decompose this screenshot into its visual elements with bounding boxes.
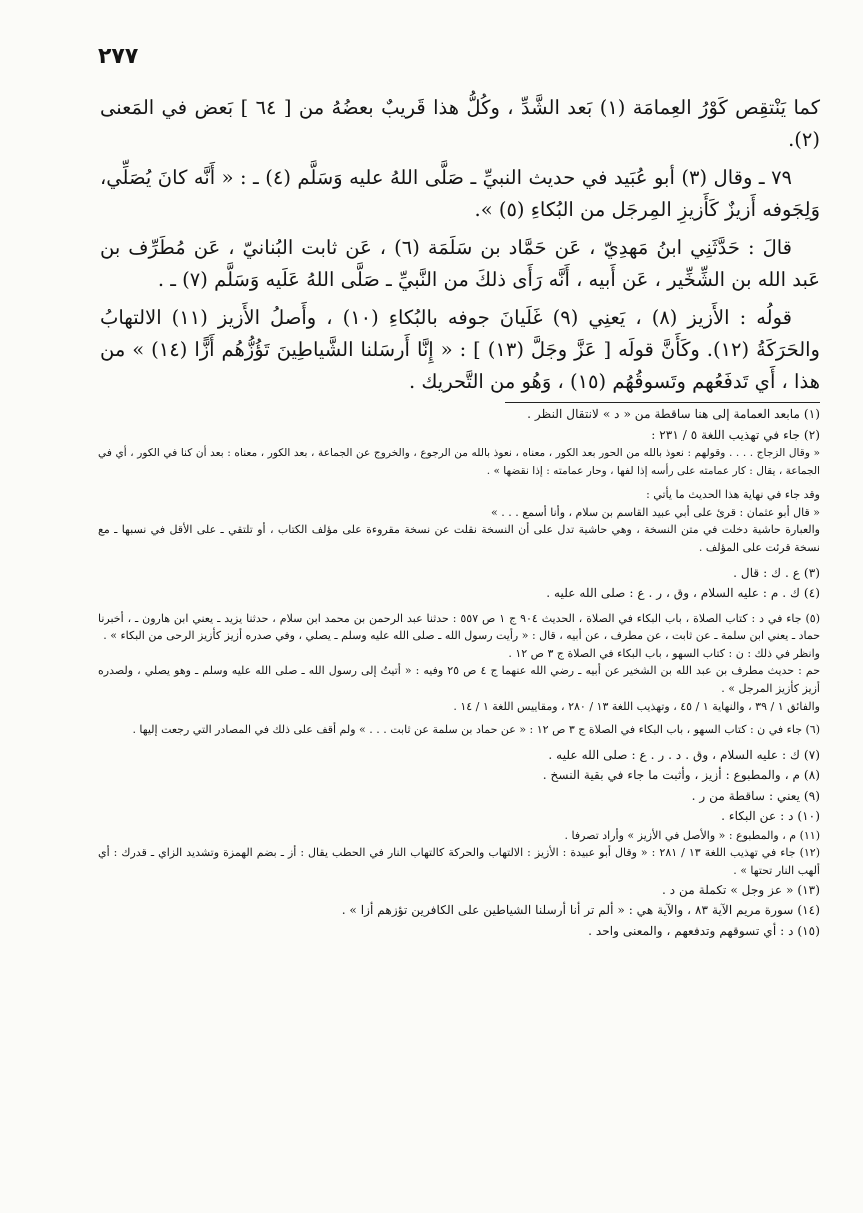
main-text bbox=[100, 92, 820, 404]
footnote: والعبارة حاشية دخلت في متن النسخة ، وهي حاشية تدل على أن النسخة نقلت عن نسخة مقروءة على مؤلف الكتاب ، أو تلتقي ـ على الأقل في نسبها ـ مع نسخة قرئت على المؤلف . bbox=[98, 523, 820, 554]
footnote: (٧) ك : عليه السلام ، وق . د . ر . ع : صلى الله عليه . bbox=[548, 747, 820, 762]
footnote: (١٢) جاء في تهذيب اللغة ١٣ / ٢٨١ : « وقال أبو عبيدة : الأزيز : الالتهاب والحركة كالتهاب النار في الحطب يقال : أز ـ بضم الهمزة وتشديد الزاي ـ قدرك : أي ألهب النار تحتها » . bbox=[98, 846, 821, 877]
footnote: (٣) ع . ك : قال . bbox=[733, 565, 820, 580]
footnote: (٥) جاء في د : كتاب الصلاة ، باب البكاء في الصلاة ، الحديث ٩٠٤ ج ١ ص ٥٥٧ : حدثنا عبد الرحمن بن محمد ابن سلام ، حدثنا يزيد ـ يعني ابن هارون ـ ، أخبرنا حماد ـ يعني ابن سلمة ـ عن ثابت ، عن مطرف ، عن أبيه ، قال : « رأيت رسول الله ـ صلى الله عليه وسلم ـ يصلي ، وفي صدره أزيز كأزيز الرحى من البكاء » . bbox=[98, 611, 820, 643]
footnote: (٤) ك . م : عليه السلام ، وق ، ر . ع : صلى الله عليه . bbox=[546, 586, 820, 601]
page-number: ٢٧٧ bbox=[98, 44, 139, 69]
footnote: (١٣) « عز وجل » تكملة من د . bbox=[661, 882, 820, 897]
footnote: (١٤) سورة مريم الآية ٨٣ ، والآية هي : « ألم تر أنا أرسلنا الشياطين على الكافرين تؤزهم أزا » . bbox=[341, 903, 820, 917]
footnote: (١٠) د : عن البكاء . bbox=[721, 809, 820, 824]
footnote: وانظر في ذلك : ن : كتاب السهو ، باب البكاء في الصلاة ج ٣ ص ١٢ . bbox=[508, 646, 820, 660]
footnote: (٢) جاء في تهذيب اللغة ٥ / ٢٣١ : bbox=[651, 427, 820, 442]
footnote: (٩) يعني : ساقطة من ر . bbox=[691, 788, 820, 803]
footnote: (١١) م ، والمطبوع : « والأصل في الأزيز » وأراد تصرفا . bbox=[564, 828, 820, 842]
footnote: والفائق ١ / ٣٩ ، والنهاية ١ / ٤٥ ، وتهذيب اللغة ١٣ / ٢٨٠ ، ومقاييس اللغة ١ / ١٤ . bbox=[453, 699, 820, 713]
main-paragraph: كما يَنْتقِص كَوْرُ العِمامَة (١) بَعد الشَّدِّ ، وكُلُّ هذا قَريبٌ بعضُهُ من [ ٦٤ ] بَعض في المَعنى (٢). bbox=[100, 96, 820, 151]
footnote: (١٥) د : أي تسوقهم وتدفعهم ، والمعنى واحد . bbox=[588, 923, 820, 938]
footnote: (٨) م ، والمطبوع : أزيز ، وأثبت ما جاء في بقية النسخ . bbox=[542, 768, 820, 783]
footnote-divider bbox=[505, 402, 820, 403]
footnote: (٦) جاء في ن : كتاب السهو ، باب البكاء في الصلاة ج ٣ ص ١٢ : « عن حماد بن سلمة عن ثابت . . . » ولم أقف على ذلك في المصادر التي رجعت إليها . bbox=[132, 723, 820, 737]
footnotes bbox=[98, 404, 820, 941]
main-paragraph: قولُه : الأَزيز (٨) ، يَعنِي (٩) غَلَيانَ جوفه بالبُكاءِ (١٠) ، وأَصلُ الأَزيز (١١) الالتهابُ والحَرَكَةُ (١٢). وكَأَنَّ قولَه [ عَزَّ وجَلَّ (١٣) ] : « إِنَّا أَرسَلنا الشَّياطِينَ تَؤُزُّهُم أَزًّا (١٤) » من هذا ، أَي تَدفَعُهم وتَسوقُهُم (١٥) ، وَهُو من التَّحريك . bbox=[100, 306, 820, 393]
footnote-quote: « وقال الزجاج . . . . وقولهم : نعوذ بالله من الحور بعد الكور ، معناه ، نعوذ بالله من الرجوع ، والخروج عن الجماعة ، بعد الكور ، معناه : بعد أن كنا في الكور ، أي في الجماعة ، يقال : كار عمامته على رأسه إذا لفها ، وحار عمامته : إذا نقضها » . bbox=[98, 447, 820, 477]
footnote: (١) مابعد العمامة إلى هنا ساقطة من « د » لانتقال النظر . bbox=[527, 407, 820, 421]
main-paragraph: ٧٩ ـ وقال (٣) أبو عُبَيد في حديث النبيِّ ـ صَلَّى اللهُ عليه وَسَلَّم (٤) ـ : « أَنَّه كانَ يُصَلِّي، وَلِجَوفه أَزيزٌ كَأَزيزِ المِرجَل من البُكاءِ (٥) ». bbox=[100, 166, 820, 221]
footnote-quote: « قال أبو عثمان : قرئ على أبي عبيد القاسم بن سلام ، وأنا أسمع . . . » bbox=[491, 505, 820, 519]
main-paragraph: قالَ : حَدَّثَنِي ابنُ مَهدِيّ ، عَن حَمَّاد بن سَلَمَة (٦) ، عَن ثابت البُنانيّ ، عَن مُطَرِّف بن عَبد الله بن الشِّخِّير ، عَن أَبيه ، أَنَّه رَأَى ذلكَ من النَّبيِّ ـ صَلَّى اللهُ عَلَيه وَسَلَّم (٧) ـ . bbox=[100, 236, 820, 291]
footnote: وقد جاء في نهاية هذا الحديث ما يأتي : bbox=[646, 488, 820, 502]
footnote: حم : حديث مطرف بن عبد الله بن الشخير عن أبيه ـ رضي الله عنهما ج ٤ ص ٢٥ وفيه : « أتيتُ إلى رسول الله ـ صلى الله عليه وسلم ـ وهو يصلي ، ولصدره أزيز كأزيز المرجل » . bbox=[98, 664, 821, 695]
